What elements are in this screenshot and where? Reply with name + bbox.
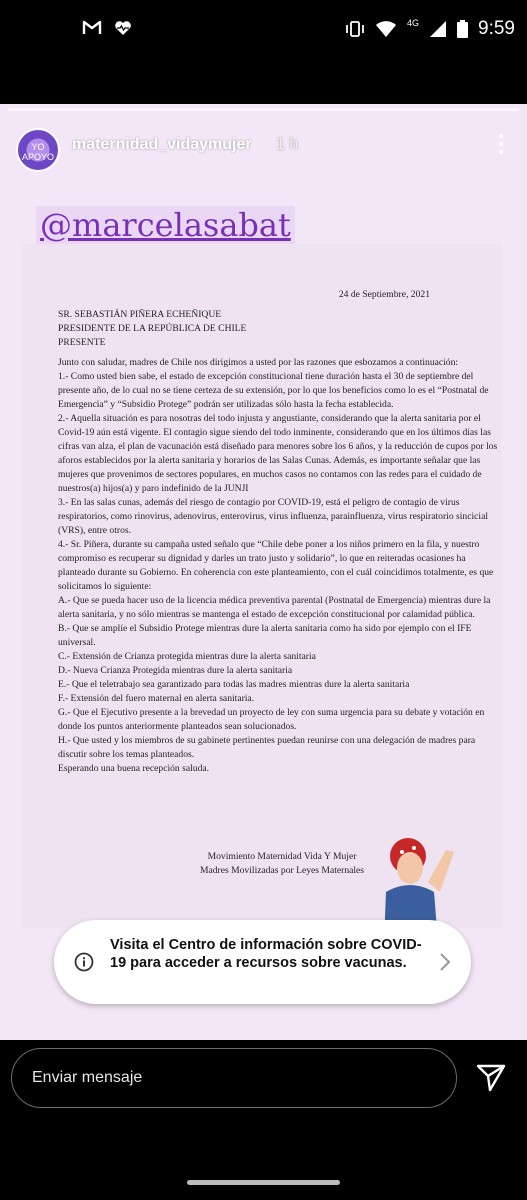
- vibrate-icon: [345, 20, 365, 38]
- gmail-icon: [82, 20, 102, 36]
- recipient-line: SR. SEBASTIÁN PIÑERA ECHEÑIQUE: [58, 309, 222, 320]
- message-input[interactable]: [11, 1048, 457, 1108]
- signal-icon: [429, 20, 447, 38]
- letter-paragraph: H.- Que usted y los miembros de su gabinete pertinentes puedan reunirse con una delegación de madres para discutir sobre los temas planteados.: [58, 735, 476, 760]
- signature-line: Madres Movilizadas por Leyes Maternales: [199, 865, 365, 876]
- heart-pulse-icon: [114, 20, 132, 36]
- network-type: 4G: [407, 18, 420, 28]
- letter-paragraph: 1.- Como usted bien sabe, el estado de excepción constitucional tiene duración hasta el 30 de septiembre del presente año, de lo cual no se tiene certeza de su extensión, por lo que los beneficios como lo es el “Postnatal de Emergencia” y “Subsidio Protege” podrán ser utilizadas sólo hasta la fecha establecida.: [58, 371, 489, 410]
- letter-paragraph: D.- Nueva Crianza Protegida mientras dure la alerta sanitaria: [58, 665, 293, 676]
- letter-paragraph: E.- Que el teletrabajo sea garantizado para todas las madres mientras dure la alerta sanitaria: [58, 679, 410, 690]
- covid-info-banner[interactable]: [54, 920, 471, 1004]
- letter-body: [58, 356, 500, 776]
- avatar[interactable]: [16, 128, 60, 172]
- letter-paragraph: Junto con saludar, madres de Chile nos dirigimos a usted por las razones que esbozamos a continuación:: [58, 357, 459, 368]
- chevron-right-icon: [439, 952, 451, 972]
- letter-signature: [152, 850, 412, 878]
- mention-marcelasabat[interactable]: @marcelasabat: [36, 206, 295, 244]
- letter-paragraph: A.- Que se pueda hacer uso de la licencia médica preventiva parental (Postnatal de Emergencia) mientras dure la alerta sanitaria, y no sólo mientras se mantenga el estado de excepción constitucional por calamidad pública.: [58, 595, 491, 620]
- clock: 9:59: [478, 18, 515, 39]
- letter-paragraph: B.- Que se amplíe el Subsidio Protege mientras dure la alerta sanitaria como ha sido por ejemplo con el IFE universal.: [58, 623, 472, 648]
- wifi-icon: [375, 20, 397, 38]
- info-icon: [74, 952, 94, 972]
- letter-paragraph: F.- Extensión del fuero maternal en alerta sanitaria.: [58, 693, 255, 704]
- story-header: [0, 124, 527, 176]
- status-bar: [0, 0, 527, 60]
- story-progress-bar: [8, 108, 519, 111]
- more-options-icon[interactable]: [499, 134, 503, 154]
- message-placeholder: Enviar mensaje: [32, 1069, 143, 1086]
- letter-paragraph: 4.- Sr. Piñera, durante su campaña usted señalo que “Chile debe poner a los niños primero en la fila, y nuestro compromiso es recuperar su dignidad y darles un trato justo y solidario”, lo que en reiteradas ocasiones ha planteado durante su Gobierno. En coherencia con este planteamiento, con el cuál coincidimos totalmente, es que solicitamos lo siguiente:: [58, 539, 494, 592]
- story-time: 1 h: [276, 136, 299, 153]
- avatar-text: YO APOYO: [21, 142, 54, 162]
- send-icon[interactable]: [474, 1060, 508, 1094]
- letter-paragraph: Esperando una buena recepción saluda.: [58, 763, 210, 774]
- letter-recipient: [58, 308, 498, 350]
- letter-paragraph: 3.- En las salas cunas, además del riesgo de contagio por COVID-19, está el peligro de contagio de virus respiratorios, como rinovirus, adenovirus, enterovirus, virus influenza, parainfluenza, virus respiratorio sincicial (VRS), entre otros.: [58, 497, 488, 536]
- story-username[interactable]: maternidad_vidaymujer: [72, 136, 252, 153]
- letter-paragraph: 2.- Aquella situación es para nosotras del todo injusta y angustiante, considerando que la alerta sanitaria por el Covid-19 aún está vigente. El contagio sigue siendo del todo inminente, considerando que en los últimos días las cifras van alza, el plan de vacunación está diseñado para menores sobre los 6 años, y la reducción de cupos por los aforos establecidos por la alerta sanitaria y horarios de las Salas Cunas. Además, es importante señalar que las mujeres que provenimos de sectores populares, en muchos casos no contamos con las redes para el cuidado de nuestros(a) hijos(a) y paro indefinido de la JUNJI: [58, 413, 498, 494]
- letter-paragraph: G.- Que el Ejecutivo presente a la brevedad un proyecto de ley con suma urgencia para su debate y votación en donde los puntos anteriormente planteados sean solucionados.: [58, 707, 485, 732]
- gesture-nav-bar[interactable]: [187, 1180, 340, 1185]
- recipient-line: PRESENTE: [58, 337, 106, 348]
- letter-paragraph: C.- Extensión de Crianza protegida mientras dure la alerta sanitaria: [58, 651, 316, 662]
- story-viewer[interactable]: [0, 104, 527, 1040]
- battery-icon: [457, 20, 468, 38]
- signature-line: Movimiento Maternidad Vida Y Mujer: [207, 851, 357, 862]
- recipient-line: PRESIDENTE DE LA REPÚBLICA DE CHILE: [58, 323, 247, 334]
- covid-banner-text: Visita el Centro de información sobre COVID-19 para acceder a recursos sobre vacunas.: [110, 937, 422, 971]
- letter-date: 24 de Septiembre, 2021: [338, 289, 430, 300]
